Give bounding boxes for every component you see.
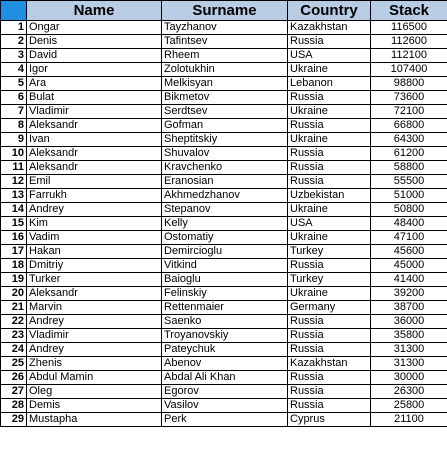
- table-row: [1, 301, 447, 315]
- country-cell[interactable]: Russia: [288, 175, 371, 189]
- surname-cell[interactable]: Serdtsev: [162, 105, 288, 119]
- header-row: [1, 1, 447, 21]
- surname-cell[interactable]: Akhmedzhanov: [162, 189, 288, 203]
- corner-cell[interactable]: [1, 1, 27, 21]
- row-number-cell[interactable]: 10: [1, 147, 27, 161]
- column-header-country[interactable]: Country: [288, 1, 371, 21]
- row-number-cell[interactable]: 28: [1, 399, 27, 413]
- country-cell[interactable]: Cyprus: [288, 413, 371, 427]
- country-cell[interactable]: Germany: [288, 301, 371, 315]
- row-number-cell[interactable]: 29: [1, 413, 27, 427]
- surname-cell[interactable]: Baioglu: [162, 273, 288, 287]
- stack-cell[interactable]: 107400: [371, 63, 447, 77]
- surname-cell[interactable]: Kelly: [162, 217, 288, 231]
- surname-cell[interactable]: Gofman: [162, 119, 288, 133]
- row-number-cell[interactable]: 6: [1, 91, 27, 105]
- country-cell[interactable]: Russia: [288, 385, 371, 399]
- name-cell[interactable]: Farrukh: [27, 189, 162, 203]
- stack-cell[interactable]: 45000: [371, 259, 447, 273]
- table-row: [1, 63, 447, 77]
- table-row: [1, 161, 447, 175]
- table-row: [1, 105, 447, 119]
- stack-cell[interactable]: 31300: [371, 357, 447, 371]
- stack-cell[interactable]: 51000: [371, 189, 447, 203]
- stack-cell[interactable]: 36000: [371, 315, 447, 329]
- table-row: [1, 371, 447, 385]
- stack-cell[interactable]: 26300: [371, 385, 447, 399]
- country-cell[interactable]: Russia: [288, 147, 371, 161]
- table-row: [1, 21, 447, 35]
- name-cell[interactable]: Dmitriy: [27, 259, 162, 273]
- row-number-cell[interactable]: 5: [1, 77, 27, 91]
- country-cell[interactable]: Russia: [288, 315, 371, 329]
- table-header: [1, 1, 447, 21]
- table-row: [1, 91, 447, 105]
- surname-cell[interactable]: Stepanov: [162, 203, 288, 217]
- table-row: [1, 385, 447, 399]
- country-cell[interactable]: Russia: [288, 259, 371, 273]
- surname-cell[interactable]: Vasilov: [162, 399, 288, 413]
- row-number-cell[interactable]: 17: [1, 245, 27, 259]
- row-number-cell[interactable]: 16: [1, 231, 27, 245]
- row-number-cell[interactable]: 4: [1, 63, 27, 77]
- row-number-cell[interactable]: 7: [1, 105, 27, 119]
- row-number-cell[interactable]: 2: [1, 35, 27, 49]
- stack-cell[interactable]: 39200: [371, 287, 447, 301]
- stack-cell[interactable]: 58800: [371, 161, 447, 175]
- name-cell[interactable]: Vladimir: [27, 329, 162, 343]
- name-cell[interactable]: Andrey: [27, 315, 162, 329]
- table-row: [1, 329, 447, 343]
- stack-cell[interactable]: 38700: [371, 301, 447, 315]
- row-number-cell[interactable]: 24: [1, 343, 27, 357]
- name-cell[interactable]: Ivan: [27, 133, 162, 147]
- surname-cell[interactable]: Tafintsev: [162, 35, 288, 49]
- country-cell[interactable]: USA: [288, 49, 371, 63]
- stack-cell[interactable]: 41400: [371, 273, 447, 287]
- name-cell[interactable]: David: [27, 49, 162, 63]
- country-cell[interactable]: Lebanon: [288, 77, 371, 91]
- surname-cell[interactable]: Felinskiy: [162, 287, 288, 301]
- country-cell[interactable]: Turkey: [288, 245, 371, 259]
- table-row: [1, 147, 447, 161]
- row-number-cell[interactable]: 15: [1, 217, 27, 231]
- table-row: [1, 217, 447, 231]
- name-cell[interactable]: Vadim: [27, 231, 162, 245]
- table-row: [1, 413, 447, 427]
- name-cell[interactable]: Hakan: [27, 245, 162, 259]
- surname-cell[interactable]: Perk: [162, 413, 288, 427]
- name-cell[interactable]: Aleksandr: [27, 147, 162, 161]
- name-cell[interactable]: Aleksandr: [27, 119, 162, 133]
- stack-cell[interactable]: 61200: [371, 147, 447, 161]
- stack-cell[interactable]: 73600: [371, 91, 447, 105]
- surname-cell[interactable]: Egorov: [162, 385, 288, 399]
- country-cell[interactable]: Kazakhstan: [288, 357, 371, 371]
- surname-cell[interactable]: Eranosian: [162, 175, 288, 189]
- row-number-cell[interactable]: 26: [1, 371, 27, 385]
- name-cell[interactable]: Oleg: [27, 385, 162, 399]
- table-row: [1, 133, 447, 147]
- table-row: [1, 357, 447, 371]
- table-body: [1, 21, 447, 427]
- table-row: [1, 175, 447, 189]
- country-cell[interactable]: Russia: [288, 161, 371, 175]
- stack-cell[interactable]: 45600: [371, 245, 447, 259]
- row-number-cell[interactable]: 22: [1, 315, 27, 329]
- table-row: [1, 49, 447, 63]
- surname-cell[interactable]: Shuvalov: [162, 147, 288, 161]
- name-cell[interactable]: Aleksandr: [27, 161, 162, 175]
- stack-cell[interactable]: 72100: [371, 105, 447, 119]
- table-row: [1, 77, 447, 91]
- row-number-cell[interactable]: 13: [1, 189, 27, 203]
- surname-cell[interactable]: Sheptitskiy: [162, 133, 288, 147]
- stack-cell[interactable]: 50800: [371, 203, 447, 217]
- surname-cell[interactable]: Troyanovskiy: [162, 329, 288, 343]
- row-number-cell[interactable]: 1: [1, 21, 27, 35]
- table-row: [1, 259, 447, 273]
- country-cell[interactable]: Ukraine: [288, 203, 371, 217]
- country-cell[interactable]: Russia: [288, 91, 371, 105]
- row-number-cell[interactable]: 20: [1, 287, 27, 301]
- surname-cell[interactable]: Abdal Ali Khan: [162, 371, 288, 385]
- stack-cell[interactable]: 30000: [371, 371, 447, 385]
- country-cell[interactable]: Ukraine: [288, 231, 371, 245]
- country-cell[interactable]: Russia: [288, 371, 371, 385]
- name-cell[interactable]: Ara: [27, 77, 162, 91]
- row-number-cell[interactable]: 27: [1, 385, 27, 399]
- row-number-cell[interactable]: 9: [1, 133, 27, 147]
- column-header-name[interactable]: Name: [27, 1, 162, 21]
- row-number-cell[interactable]: 21: [1, 301, 27, 315]
- surname-cell[interactable]: Pateychuk: [162, 343, 288, 357]
- table-row: [1, 315, 447, 329]
- stack-cell[interactable]: 25800: [371, 399, 447, 413]
- name-cell[interactable]: Denis: [27, 35, 162, 49]
- table-row: [1, 245, 447, 259]
- row-number-cell[interactable]: 23: [1, 329, 27, 343]
- stack-cell[interactable]: 66800: [371, 119, 447, 133]
- name-cell[interactable]: Ongar: [27, 21, 162, 35]
- stack-cell[interactable]: 64300: [371, 133, 447, 147]
- row-number-cell[interactable]: 3: [1, 49, 27, 63]
- surname-cell[interactable]: Zolotukhin: [162, 63, 288, 77]
- stack-cell[interactable]: 31300: [371, 343, 447, 357]
- surname-cell[interactable]: Demircioglu: [162, 245, 288, 259]
- row-number-cell[interactable]: 25: [1, 357, 27, 371]
- country-cell[interactable]: Turkey: [288, 273, 371, 287]
- country-cell[interactable]: Russia: [288, 35, 371, 49]
- name-cell[interactable]: Andrey: [27, 203, 162, 217]
- country-cell[interactable]: Ukraine: [288, 287, 371, 301]
- name-cell[interactable]: Zhenis: [27, 357, 162, 371]
- name-cell[interactable]: Turker: [27, 273, 162, 287]
- row-number-cell[interactable]: 19: [1, 273, 27, 287]
- stack-cell[interactable]: 55500: [371, 175, 447, 189]
- name-cell[interactable]: Igor: [27, 63, 162, 77]
- country-cell[interactable]: Russia: [288, 343, 371, 357]
- surname-cell[interactable]: Bikmetov: [162, 91, 288, 105]
- row-number-cell[interactable]: 14: [1, 203, 27, 217]
- stack-cell[interactable]: 21100: [371, 413, 447, 427]
- name-cell[interactable]: Bulat: [27, 91, 162, 105]
- row-number-cell[interactable]: 12: [1, 175, 27, 189]
- column-header-stack[interactable]: Stack: [371, 1, 447, 21]
- surname-cell[interactable]: Abenov: [162, 357, 288, 371]
- stack-cell[interactable]: 112100: [371, 49, 447, 63]
- row-number-cell[interactable]: 18: [1, 259, 27, 273]
- stack-cell[interactable]: 47100: [371, 231, 447, 245]
- country-cell[interactable]: Uzbekistan: [288, 189, 371, 203]
- country-cell[interactable]: USA: [288, 217, 371, 231]
- surname-cell[interactable]: Melkisyan: [162, 77, 288, 91]
- name-cell[interactable]: Abdul Mamin: [27, 371, 162, 385]
- surname-cell[interactable]: Kravchenko: [162, 161, 288, 175]
- name-cell[interactable]: Andrey: [27, 343, 162, 357]
- surname-cell[interactable]: Ostomatiy: [162, 231, 288, 245]
- surname-cell[interactable]: Tayzhanov: [162, 21, 288, 35]
- table-row: [1, 203, 447, 217]
- country-cell[interactable]: Ukraine: [288, 105, 371, 119]
- table-row: [1, 273, 447, 287]
- table-row: [1, 35, 447, 49]
- table-row: [1, 343, 447, 357]
- name-cell[interactable]: Emil: [27, 175, 162, 189]
- table-row: [1, 399, 447, 413]
- surname-cell[interactable]: Saenko: [162, 315, 288, 329]
- row-number-cell[interactable]: 8: [1, 119, 27, 133]
- name-cell[interactable]: Kim: [27, 217, 162, 231]
- table-row: [1, 119, 447, 133]
- surname-cell[interactable]: Rheem: [162, 49, 288, 63]
- table-row: [1, 231, 447, 245]
- country-cell[interactable]: Ukraine: [288, 133, 371, 147]
- country-cell[interactable]: Kazakhstan: [288, 21, 371, 35]
- table-row: [1, 189, 447, 203]
- stack-cell[interactable]: 48400: [371, 217, 447, 231]
- stack-cell[interactable]: 98800: [371, 77, 447, 91]
- row-number-cell[interactable]: 11: [1, 161, 27, 175]
- stack-cell[interactable]: 35800: [371, 329, 447, 343]
- country-cell[interactable]: Ukraine: [288, 63, 371, 77]
- name-cell[interactable]: Vladimir: [27, 105, 162, 119]
- table-row: [1, 287, 447, 301]
- country-cell[interactable]: Russia: [288, 329, 371, 343]
- country-cell[interactable]: Russia: [288, 399, 371, 413]
- surname-cell[interactable]: Vitkind: [162, 259, 288, 273]
- column-header-surname[interactable]: Surname: [162, 1, 288, 21]
- name-cell[interactable]: Aleksandr: [27, 287, 162, 301]
- name-cell[interactable]: Mustapha: [27, 413, 162, 427]
- name-cell[interactable]: Marvin: [27, 301, 162, 315]
- stack-cell[interactable]: 116500: [371, 21, 447, 35]
- stack-cell[interactable]: 112600: [371, 35, 447, 49]
- country-cell[interactable]: Russia: [288, 119, 371, 133]
- surname-cell[interactable]: Rettenmaier: [162, 301, 288, 315]
- name-cell[interactable]: Demis: [27, 399, 162, 413]
